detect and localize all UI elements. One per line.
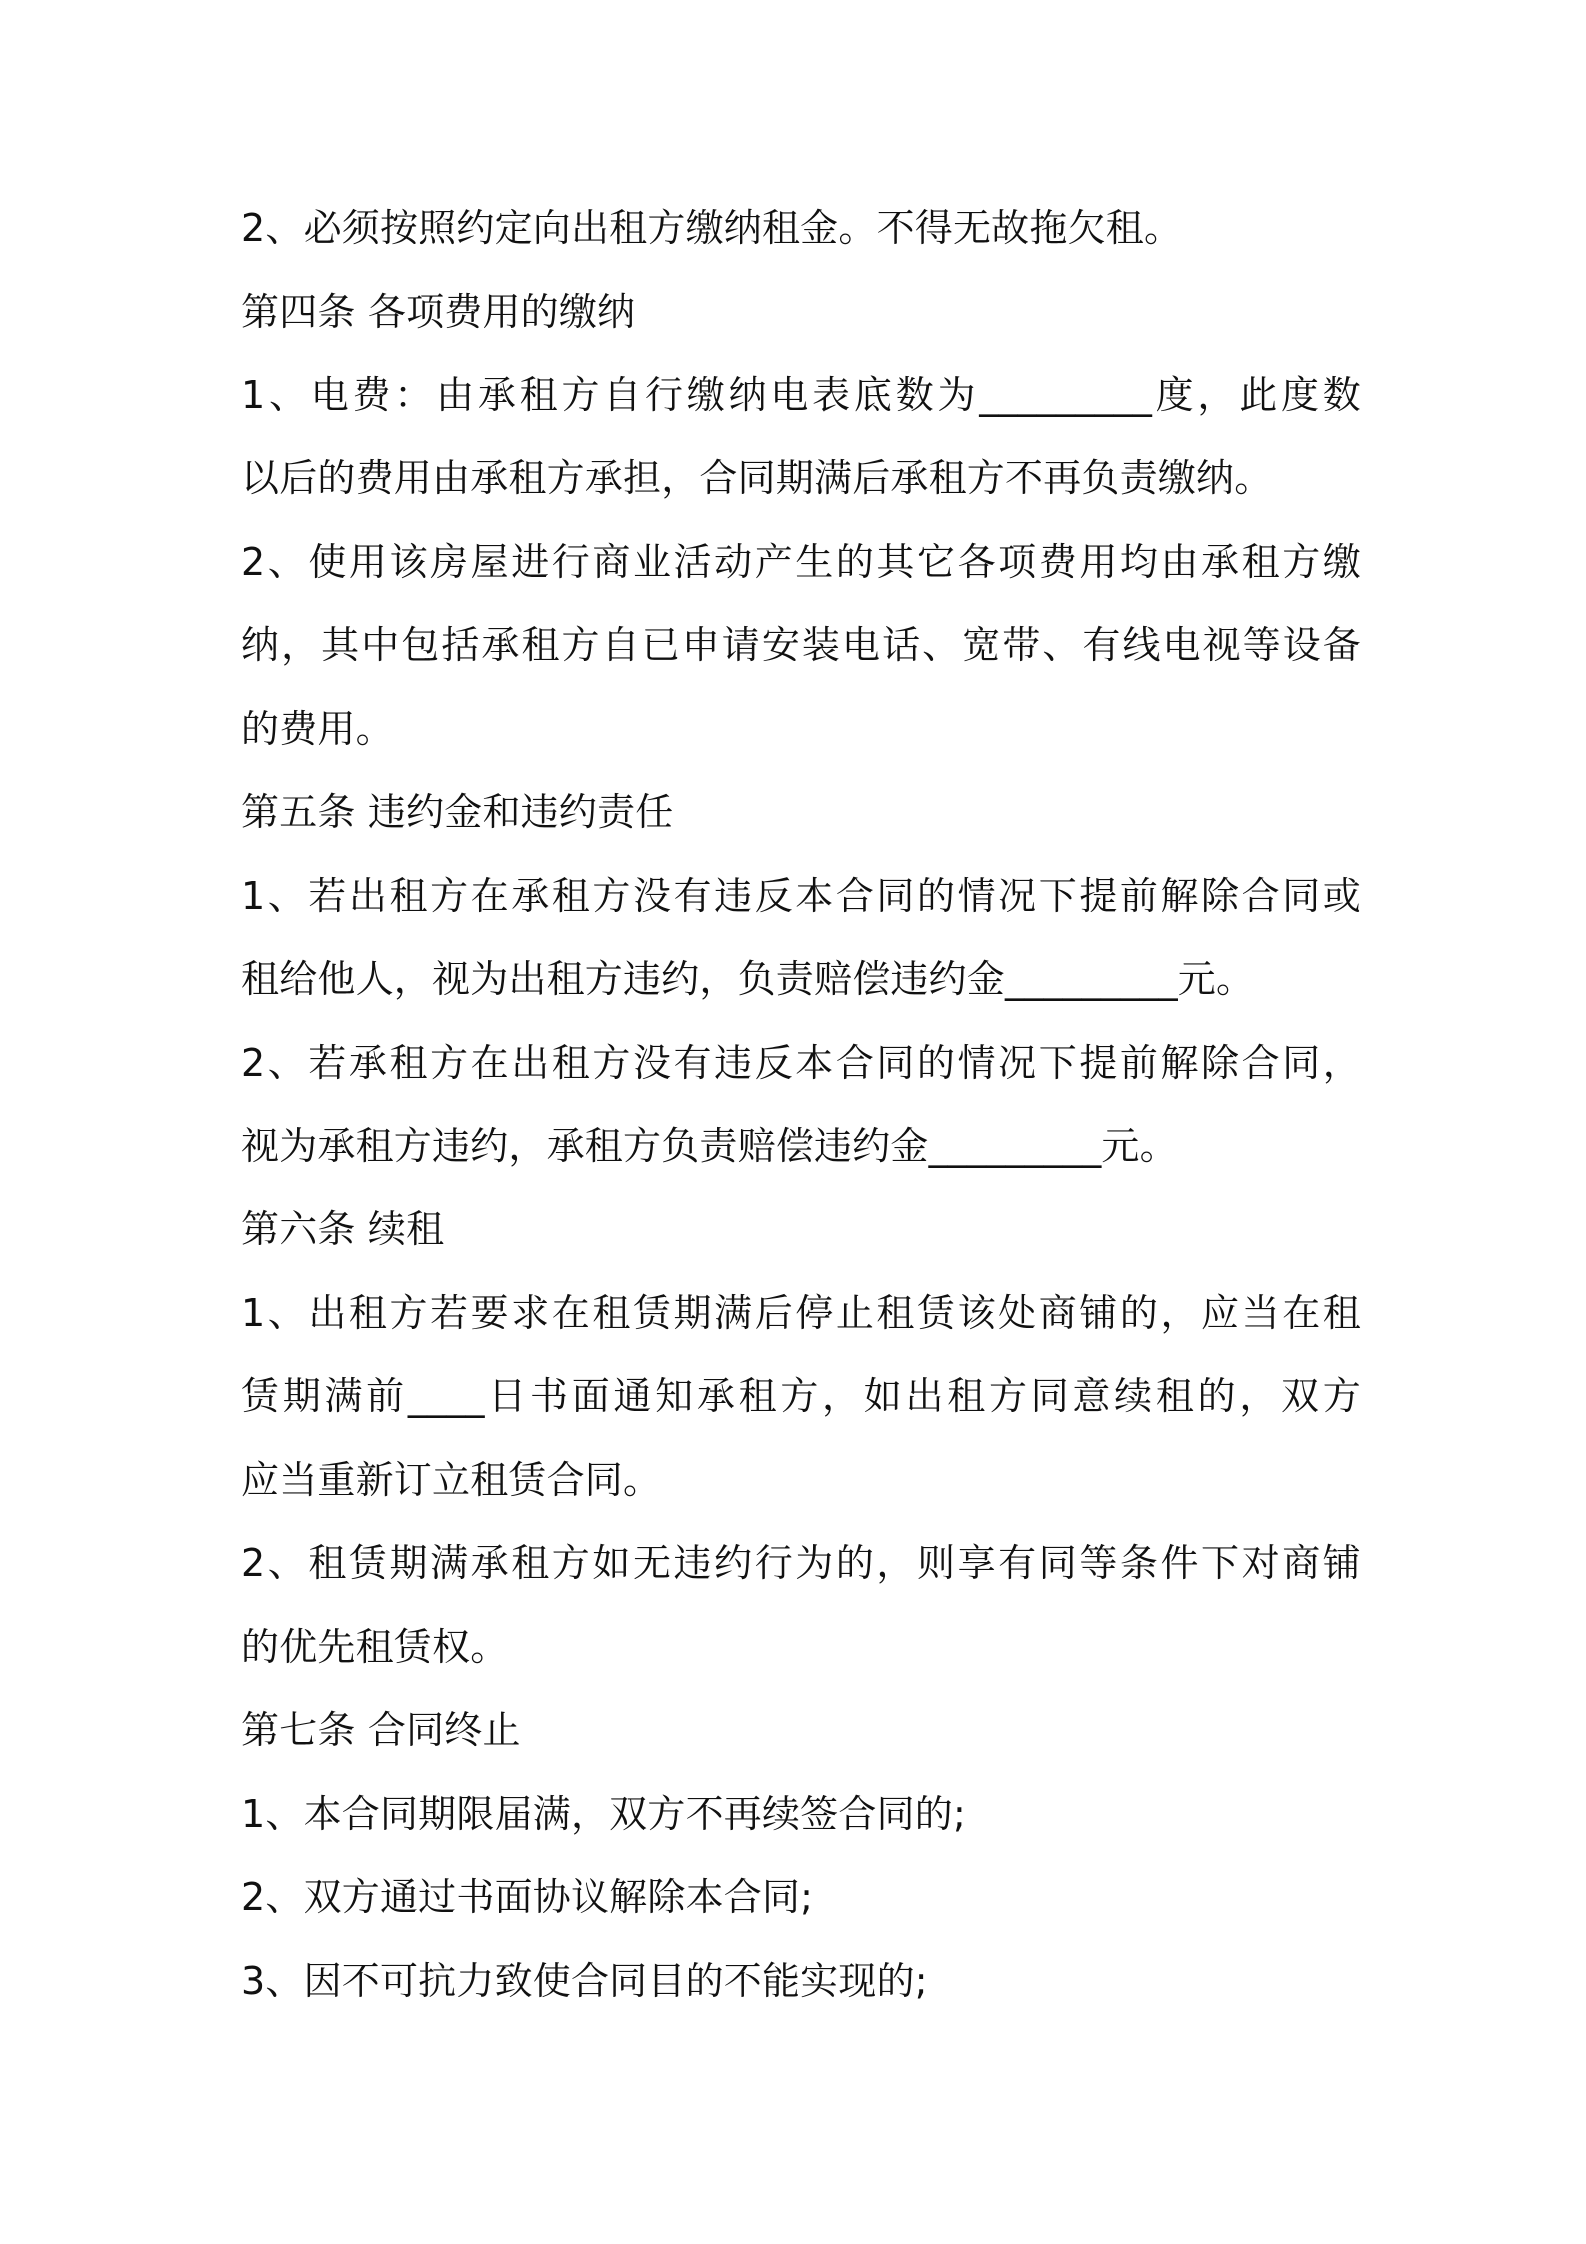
article-5-item-2-line-1: 2、若承租方在出租方没有违反本合同的情况下提前解除合同， xyxy=(241,1041,1361,1085)
article-6-heading: 第六条 续租 xyxy=(241,1207,445,1251)
article-5-item-2-line-2: 视为承租方违约，承租方负责赔偿违约金_________元。 xyxy=(241,1124,1178,1168)
article-4-heading: 第四条 各项费用的缴纳 xyxy=(241,290,636,334)
article-5-heading: 第五条 违约金和违约责任 xyxy=(241,790,674,834)
article-6-item-1-line-1: 1、出租方若要求在租赁期满后停止租赁该处商铺的，应当在租 xyxy=(241,1291,1361,1335)
article-5-item-1-line-2: 租给他人，视为出租方违约，负责赔偿违约金_________元。 xyxy=(241,957,1255,1001)
article-4-item-2-line-3: 的费用。 xyxy=(241,707,394,751)
article-7-item-1: 1、本合同期限届满，双方不再续签合同的; xyxy=(241,1792,966,1836)
article-6-item-2-line-2: 的优先租赁权。 xyxy=(241,1625,509,1669)
clause-3-item-2: 2、必须按照约定向出租方缴纳租金。不得无故拖欠租。 xyxy=(241,206,1183,250)
article-6-item-1-line-3: 应当重新订立租赁合同。 xyxy=(241,1458,662,1502)
article-6-item-2-line-1: 2、租赁期满承租方如无违约行为的，则享有同等条件下对商铺 xyxy=(241,1541,1361,1585)
article-4-item-1-line-1: 1、电费：由承租方自行缴纳电表底数为_________度，此度数 xyxy=(241,373,1361,417)
article-4-item-1-line-2: 以后的费用由承租方承担，合同期满后承租方不再负责缴纳。 xyxy=(241,456,1273,500)
article-5-item-1-line-1: 1、若出租方在承租方没有违反本合同的情况下提前解除合同或 xyxy=(241,874,1361,918)
article-7-item-3: 3、因不可抗力致使合同目的不能实现的; xyxy=(241,1959,928,2003)
article-4-item-2-line-1: 2、使用该房屋进行商业活动产生的其它各项费用均由承租方缴 xyxy=(241,540,1361,584)
article-7-item-2: 2、双方通过书面协议解除本合同; xyxy=(241,1875,814,1919)
article-7-heading: 第七条 合同终止 xyxy=(241,1708,521,1752)
article-4-item-2-line-2: 纳，其中包括承租方自已申请安装电话、宽带、有线电视等设备 xyxy=(241,623,1361,667)
article-6-item-1-line-2: 赁期满前____日书面通知承租方，如出租方同意续租的，双方 xyxy=(241,1374,1361,1418)
